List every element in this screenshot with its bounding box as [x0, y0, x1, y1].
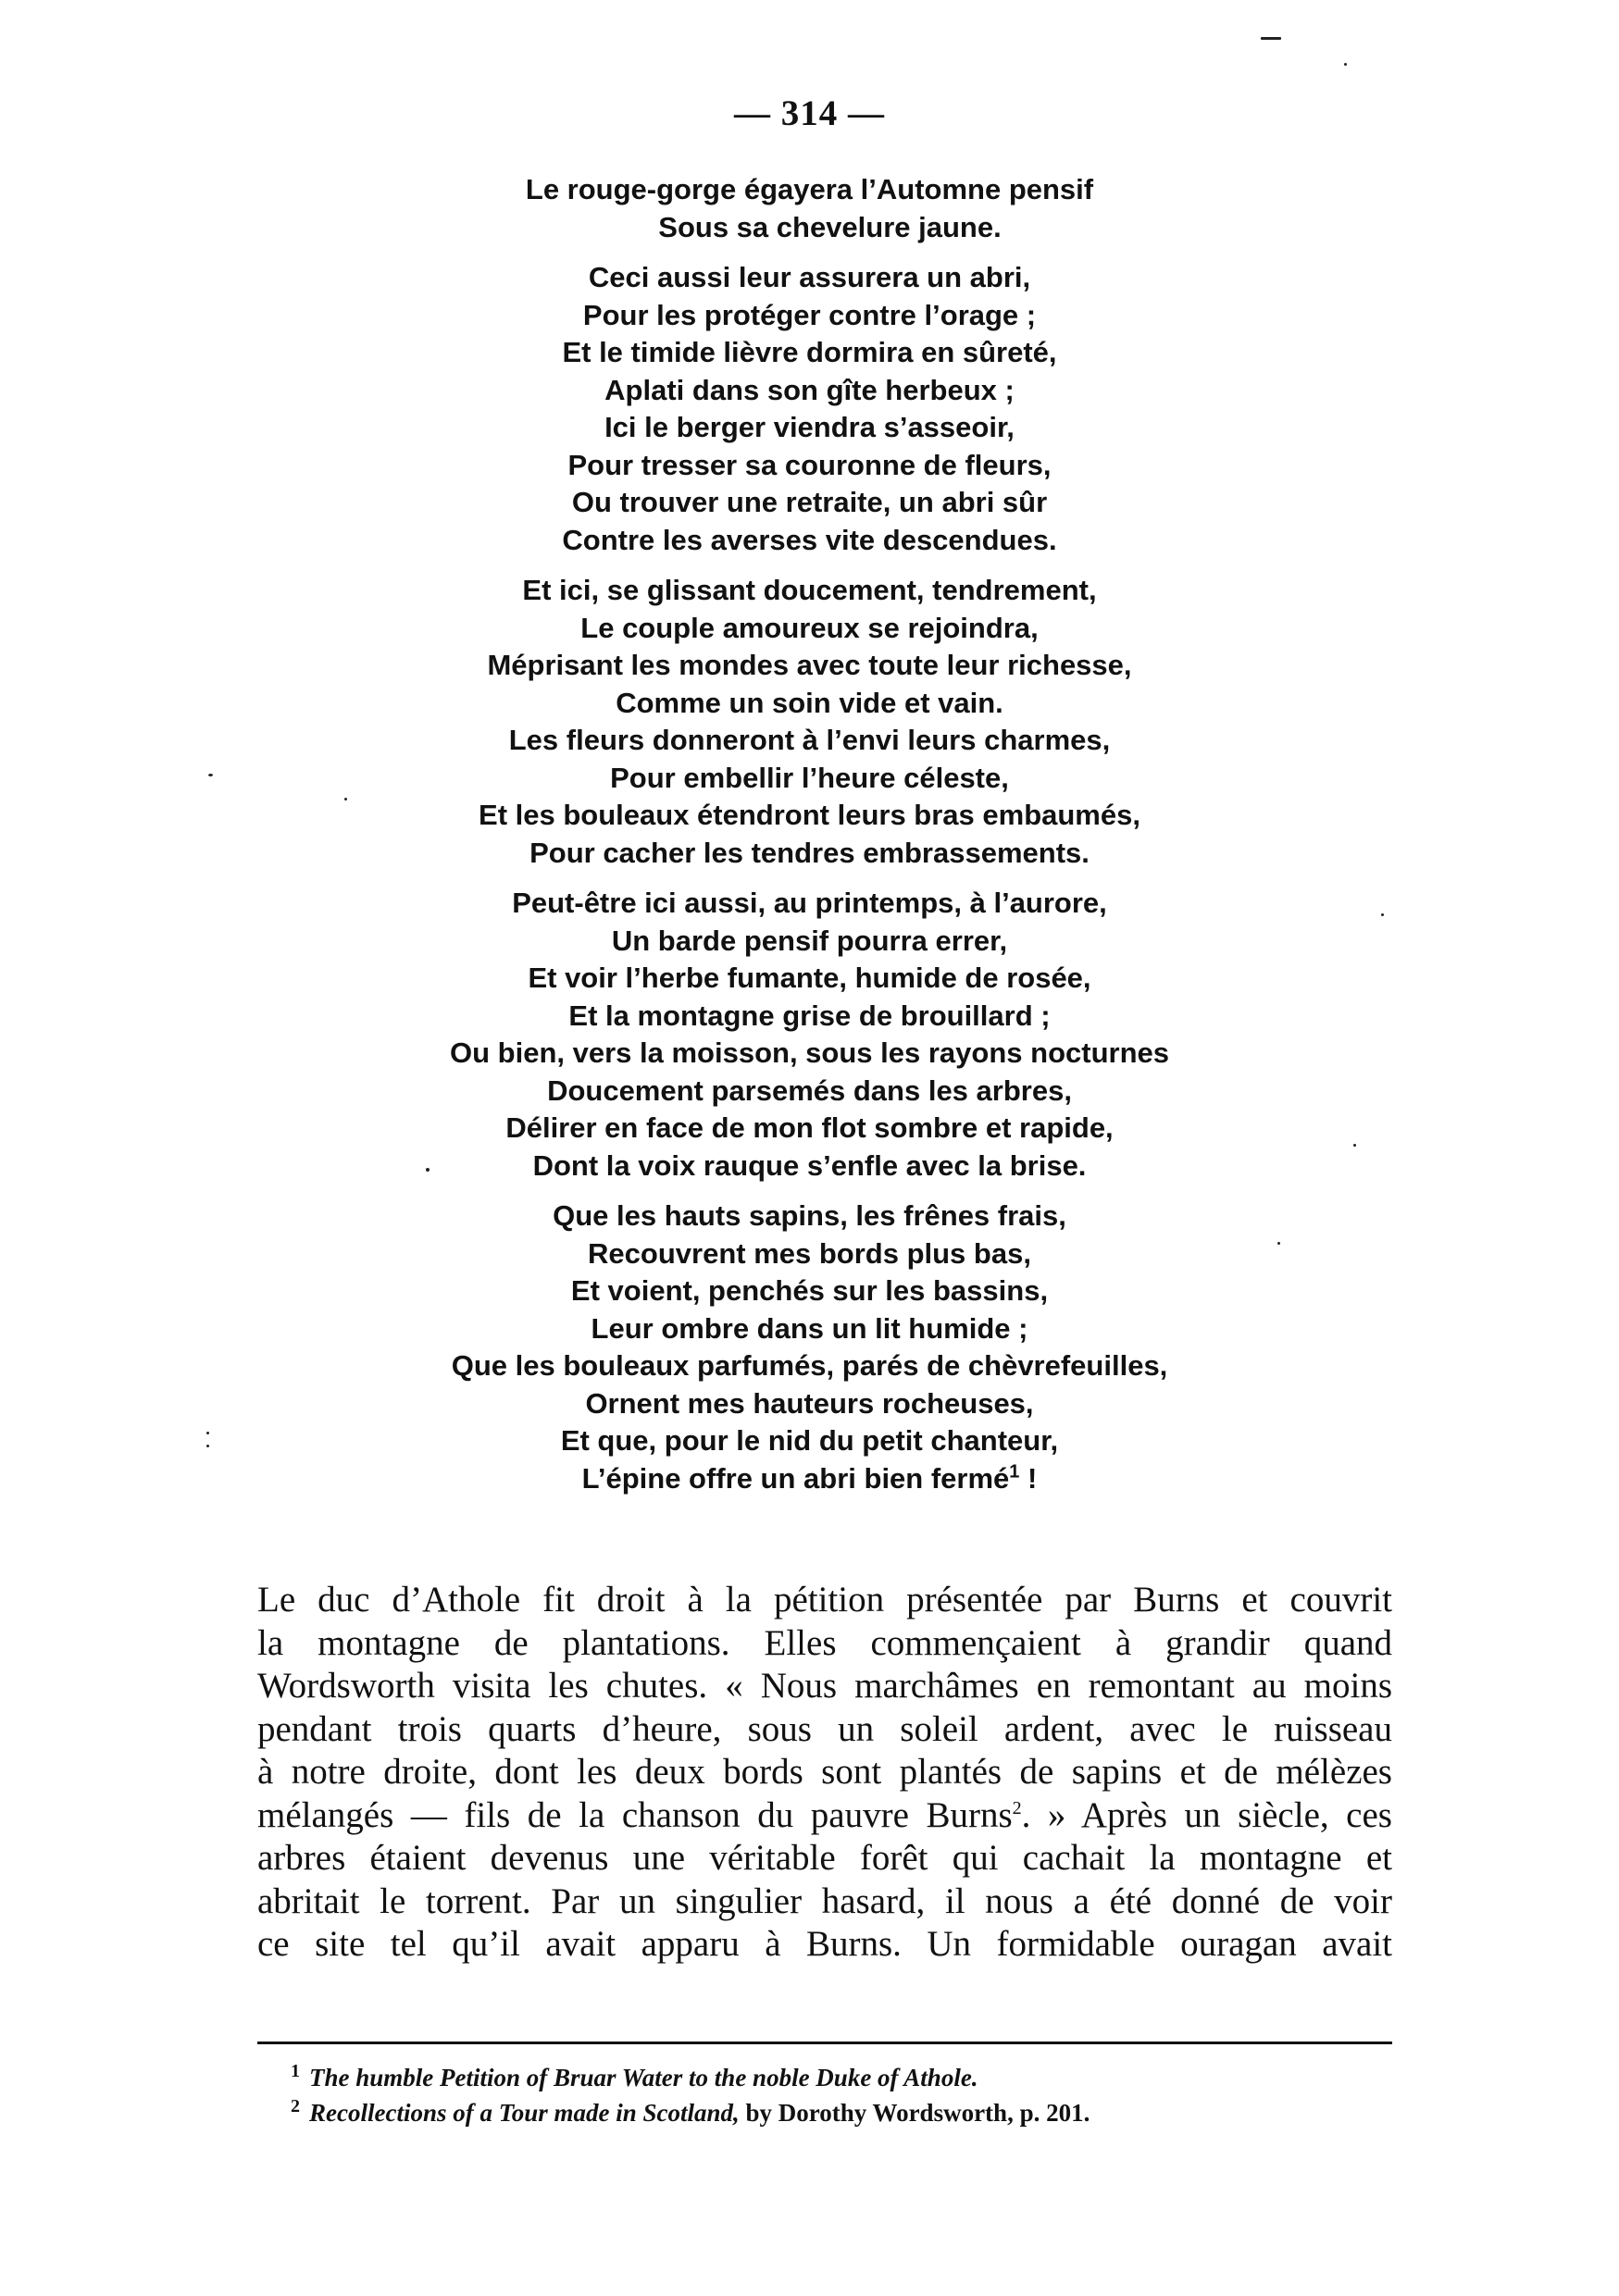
poem-line: Pour embellir l’heure céleste, [610, 761, 1009, 794]
poem-line: Pour tresser sa couronne de fleurs, [567, 448, 1052, 481]
poem-line: Et le timide lièvre dormira en sûreté, [562, 336, 1057, 368]
prose-line: Wordsworth visita les chutes. « Nous marchâmes en remontant au moins [257, 1666, 1392, 1706]
footnote-1 [291, 2060, 1355, 2095]
scan-speck [1261, 37, 1281, 40]
poem-line-with-note [0, 1460, 1619, 1498]
footnotes [291, 2060, 1355, 2130]
poem-line: Peut-être ici aussi, au printemps, à l’aurore, [512, 887, 1107, 919]
poem-line: Et la montagne grise de brouillard ; [568, 999, 1051, 1032]
scan-speck [426, 1168, 430, 1172]
stanza-3 [0, 572, 1619, 872]
scan-speck [1344, 63, 1347, 66]
footnote-title: The humble Petition of Bruar Water to the noble Duke of Athole. [309, 2064, 978, 2091]
footnote-2 [291, 2095, 1355, 2130]
prose-line-with-note [257, 1794, 1392, 1838]
poem-line-text: L’épine offre un abri bien fermé [581, 1461, 1010, 1495]
scan-speck [1353, 1144, 1356, 1147]
poem-line: Leur ombre dans un lit humide ; [591, 1311, 1028, 1345]
poem-line: Dont la voix rauque s’enfle avec la brise. [532, 1148, 1087, 1182]
poem-line: Et voir l’herbe fumante, humide de rosée, [528, 962, 1091, 994]
poem-line: Ou trouver une retraite, un abri sûr [571, 486, 1048, 518]
poem-line: Que les bouleaux parfumés, parés de chèvrefeuilles, [451, 1349, 1168, 1382]
poem-line: Recouvrent mes bords plus bas, [588, 1236, 1031, 1270]
stanza-2 [0, 259, 1619, 559]
scan-speck [206, 1445, 209, 1447]
poem-line-end: ! [1019, 1461, 1038, 1495]
footnote-divider [257, 2042, 1392, 2044]
footnote-mark: 2 [291, 2096, 300, 2116]
poem-line: Et voient, penchés sur les bassins, [570, 1274, 1049, 1307]
footnote-reference: 2 [1012, 1797, 1022, 1818]
prose-line: arbres étaient devenus une véritable forêt qui cachait la montagne et [257, 1838, 1392, 1878]
footnote-reference: 1 [1009, 1461, 1020, 1483]
prose-line: abritait le torrent. Par un singulier hasard, il nous a été donné de voir [257, 1880, 1392, 1921]
footnote-text: by Dorothy Wordsworth, p. 201. [739, 2099, 1090, 2127]
prose-line: à notre droite, dont les deux bords sont plantés de sapins et de mélèzes [257, 1752, 1392, 1792]
prose-line: ce site tel qu’il avait apparu à Burns. Un formidable ouragan avait [257, 1924, 1392, 1964]
prose-line: pendant trois quarts d’heure, sous un soleil ardent, avec le ruisseau [257, 1708, 1392, 1749]
poem-line: Doucement parsemés dans les arbres, [547, 1074, 1072, 1107]
poem [0, 171, 1619, 1510]
scan-speck [344, 798, 347, 800]
poem-line: Et que, pour le nid du petit chanteur, [560, 1424, 1059, 1457]
prose-paragraph [257, 1579, 1392, 1967]
footnote-mark: 1 [291, 2061, 300, 2081]
poem-line: Que les hauts sapins, les frênes frais, [553, 1199, 1066, 1232]
poem-line: Délirer en face de mon flot sombre et rapide, [505, 1111, 1114, 1144]
poem-line: Et les bouleaux étendront leurs bras embaumés, [479, 799, 1140, 831]
poem-line: Ceci aussi leur assurera un abri, [588, 261, 1031, 293]
page-number: — 314 — [734, 93, 885, 133]
poem-line: Aplati dans son gîte herbeux ; [604, 373, 1015, 406]
prose-line-end: . » Après un siècle, ces [1021, 1794, 1392, 1835]
prose-line-text: mélangés — fils de la chanson du pauvre Burns [257, 1794, 1013, 1835]
poem-line: Ornent mes hauteurs rocheuses, [585, 1386, 1034, 1420]
scan-speck [206, 1432, 209, 1434]
poem-line: Comme un soin vide et vain. [616, 686, 1003, 719]
poem-line: Pour cacher les tendres embrassements. [529, 836, 1090, 869]
poem-line: Les fleurs donneront à l’envi leurs charmes, [508, 724, 1111, 756]
poem-line: Ici le berger viendra s’asseoir, [604, 411, 1015, 443]
scan-speck [1277, 1242, 1280, 1245]
poem-line: Pour les protéger contre l’orage ; [582, 298, 1037, 331]
prose-line: Le duc d’Athole fit droit à la pétition présentée par Burns et couvrit [257, 1580, 1392, 1620]
poem-line: Le rouge-gorge égayera l’Automne pensif [525, 173, 1094, 205]
footnote-title: Recollections of a Tour made in Scotland, [309, 2099, 740, 2127]
poem-line: Méprisant les mondes avec toute leur richesse, [487, 649, 1132, 681]
scan-speck [1381, 913, 1384, 916]
scan-speck [208, 774, 213, 776]
poem-line: Le couple amoureux se rejoindra, [580, 611, 1039, 644]
poem-line: Et ici, se glissant doucement, tendrement, [522, 574, 1097, 606]
prose-line: la montagne de plantations. Elles commençaient à grandir quand [257, 1622, 1392, 1663]
stanza-4 [0, 885, 1619, 1185]
poem-line: Un barde pensif pourra errer, [611, 924, 1008, 957]
stanza-5 [0, 1198, 1619, 1497]
stanza-1 [0, 171, 1619, 246]
poem-line: Ou bien, vers la moisson, sous les rayons nocturnes [450, 1036, 1169, 1069]
poem-line: Sous sa chevelure jaune. [658, 210, 1002, 243]
poem-line: Contre les averses vite descendues. [562, 523, 1057, 556]
